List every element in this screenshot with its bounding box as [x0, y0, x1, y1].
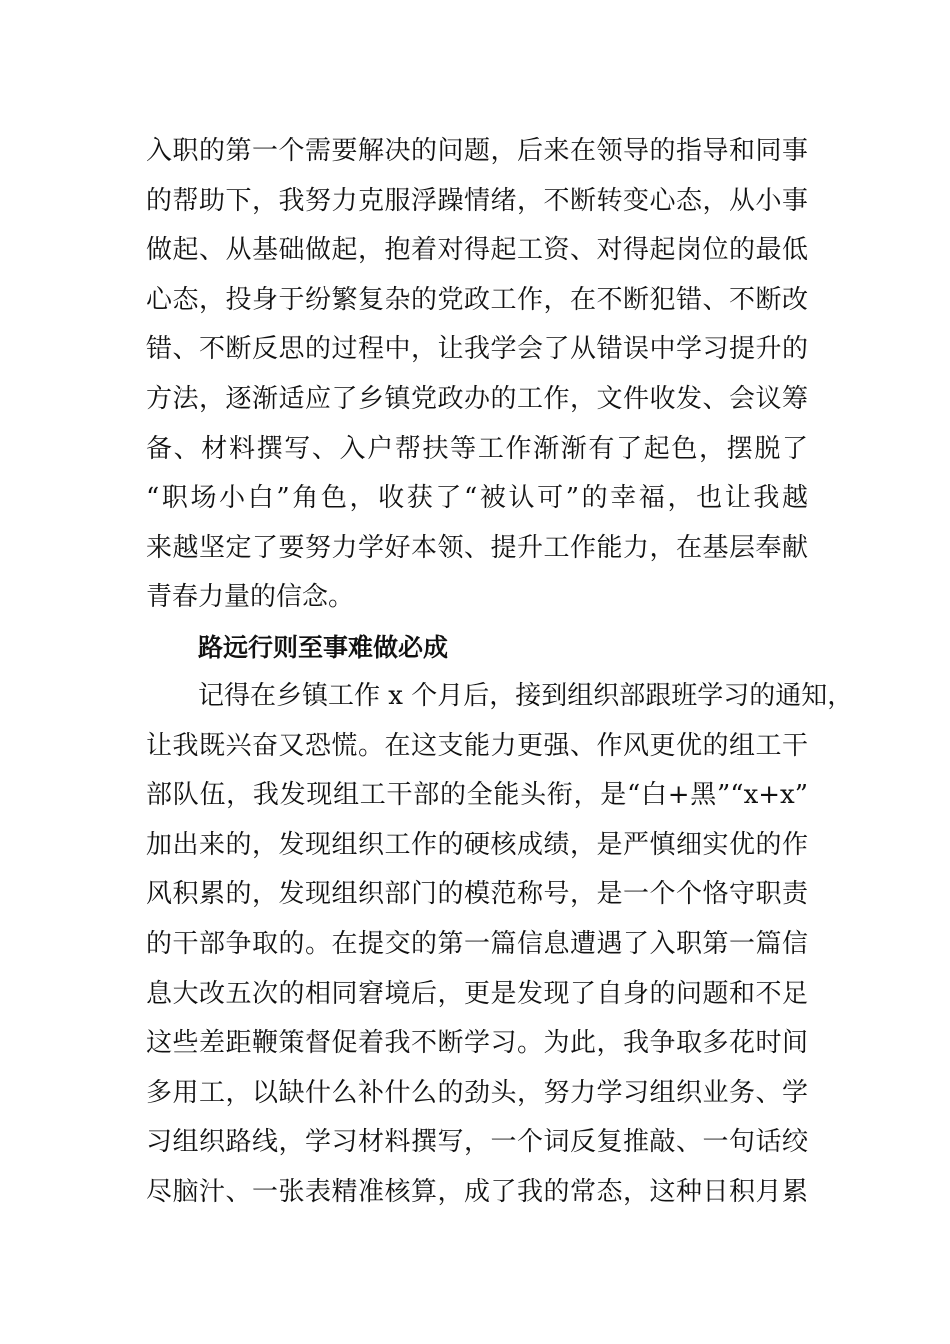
- paragraph-line: 的帮助下，我努力克服浮躁情绪，不断转变心态，从小事: [146, 185, 808, 216]
- paragraph-line: 入职的第一个需要解决的问题，后来在领导的指导和同事: [146, 136, 808, 166]
- paragraph-line: 息大改五次的相同窘境后，更是发现了自身的问题和不足: [146, 978, 808, 1009]
- paragraph-line: 尽脑汁、一张表精准核算，成了我的常态，这种日积月累: [146, 1176, 808, 1207]
- paragraph-line: 部队伍，我发现组工干部的全能头衔，是“白+黑”“x+x”: [146, 780, 808, 811]
- section-heading-block: [146, 623, 808, 673]
- section-heading: 路远行则至事难做必成: [198, 633, 449, 662]
- paragraph-line: 让我既兴奋又恐慌。在这支能力更强、作风更优的组工干: [146, 730, 808, 761]
- paragraph-1: [146, 127, 808, 623]
- paragraph-line: 的干部争取的。在提交的第一篇信息遭遇了入职第一篇信: [146, 928, 808, 959]
- paragraph-line: “职场小白”角色，收获了“被认可”的幸福，也让我越: [146, 483, 808, 514]
- paragraph-line: 方法，逐渐适应了乡镇党政办的工作，文件收发、会议筹: [146, 383, 808, 414]
- paragraph-line: 习组织路线，学习材料撰写，一个词反复推敲、一句话绞: [146, 1127, 808, 1158]
- paragraph-line: 多用工，以缺什么补什么的劲头，努力学习组织业务、学: [146, 1077, 808, 1108]
- paragraph-line: 心态，投身于纷繁复杂的党政工作，在不断犯错、不断改: [146, 284, 808, 315]
- paragraph-line: 备、材料撰写、入户帮扶等工作渐渐有了起色，摆脱了: [146, 433, 808, 464]
- paragraph-line: 错、不断反思的过程中，让我学会了从错误中学习提升的: [146, 334, 808, 365]
- paragraph-line: 记得在乡镇工作 x 个月后，接到组织部跟班学习的通知，: [198, 681, 854, 711]
- paragraph-line: 风积累的，发现组织部门的模范称号，是一个个恪守职责: [146, 879, 808, 910]
- paragraph-line: 来越坚定了要努力学好本领、提升工作能力，在基层奉献: [146, 532, 808, 563]
- paragraph-line: 青春力量的信念。: [146, 582, 355, 613]
- paragraph-line: 做起、从基础做起，抱着对得起工资、对得起岗位的最低: [146, 235, 808, 266]
- paragraph-line: 加出来的，发现组织工作的硬核成绩，是严慎细实优的作: [146, 829, 808, 860]
- paragraph-line: 这些差距鞭策督促着我不断学习。为此，我争取多花时间: [146, 1028, 808, 1059]
- paragraph-2: [146, 672, 854, 1218]
